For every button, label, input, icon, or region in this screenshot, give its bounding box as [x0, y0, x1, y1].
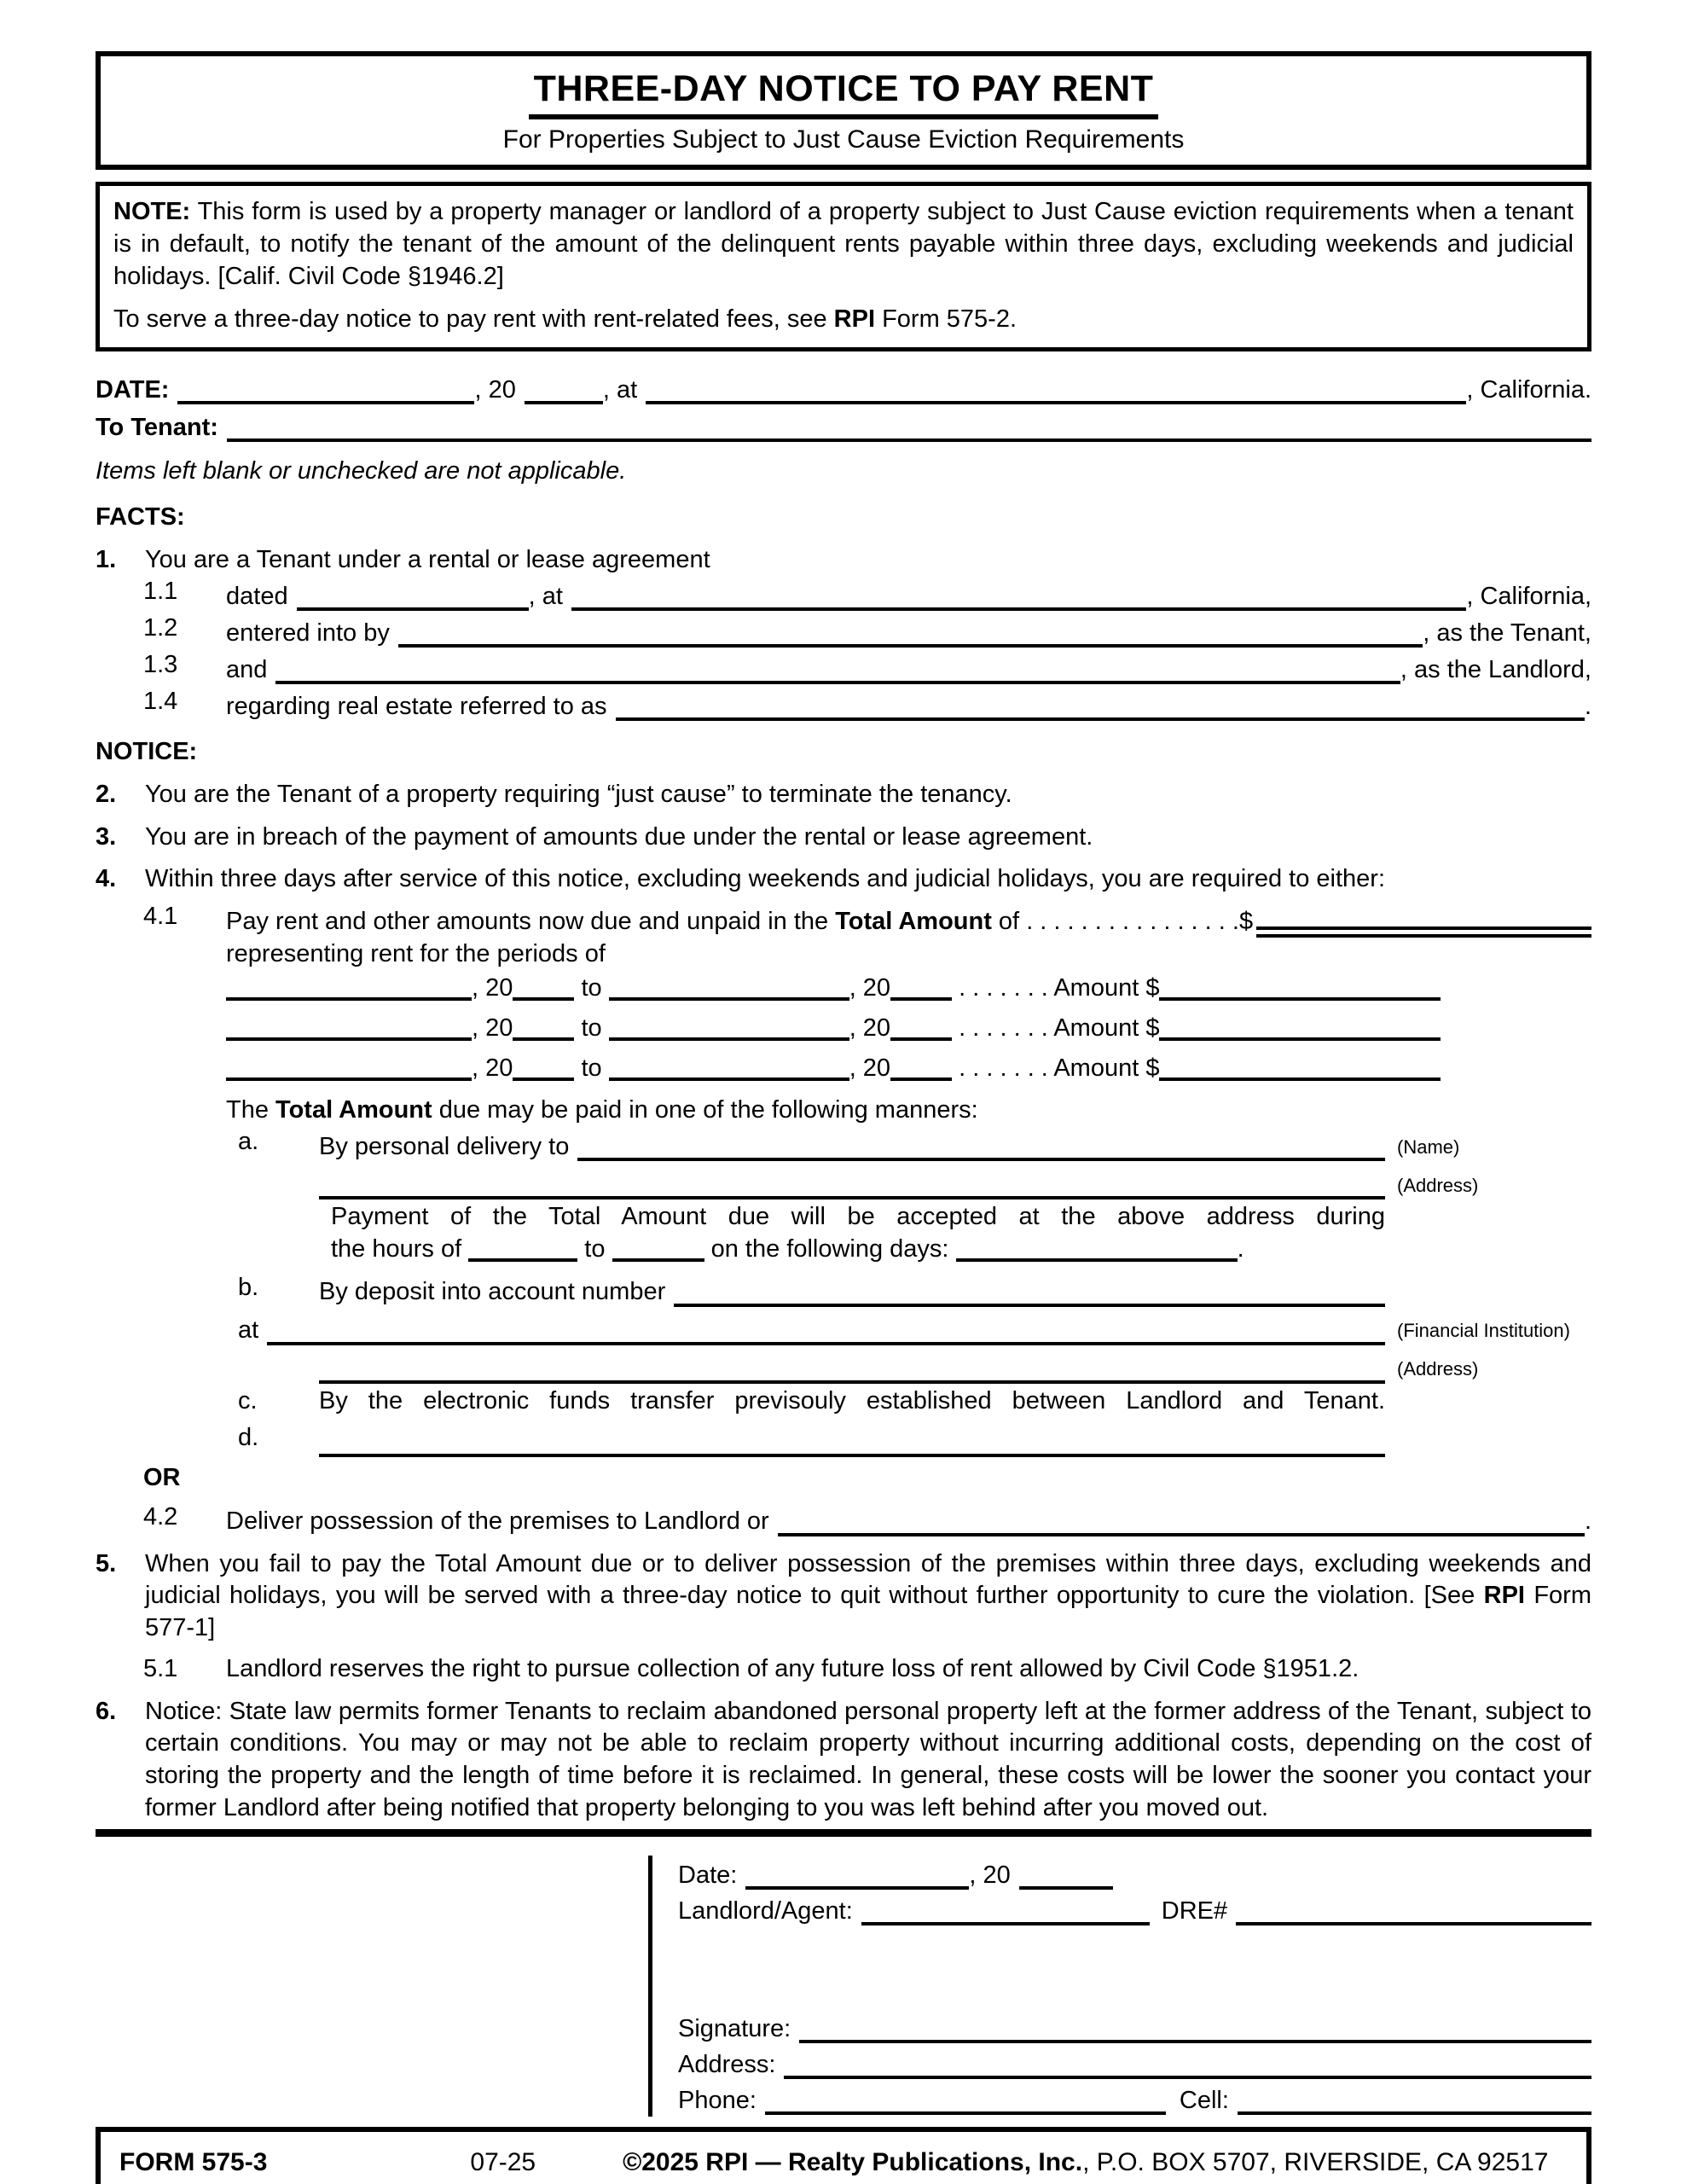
notice-item-5 [96, 1548, 1591, 1645]
other-payment-blank[interactable] [319, 1432, 1385, 1457]
periods-intro: representing rent for the periods of [226, 940, 606, 967]
suffix: , as the Tenant, [1423, 619, 1591, 647]
total-amount-label: Total Amount [835, 908, 992, 936]
dre-label: DRE# [1161, 1896, 1228, 1925]
note-serve-post: Form 575-2. [875, 305, 1017, 333]
copyright-line [623, 2146, 1548, 2179]
total-amount-line [226, 901, 1591, 938]
signature-blank[interactable] [799, 2018, 1591, 2043]
delivery-address-blank[interactable] [319, 1174, 1385, 1199]
title-box [96, 51, 1591, 170]
item-number: 4.2 [143, 1502, 178, 1531]
sentence-period: . [1584, 1507, 1591, 1536]
item-text: You are in breach of the payment of amounts due under the rental or lease agreement. [145, 822, 1093, 851]
note-serve-rpi: RPI [833, 305, 876, 333]
year-prefix: , 20 [472, 1054, 513, 1082]
item-number: 6. [96, 1697, 117, 1725]
payment-option-d [238, 1422, 1591, 1459]
date-year-prefix: , 20 [474, 375, 516, 404]
item-number: 5.1 [143, 1654, 178, 1682]
days-blank[interactable] [956, 1237, 1238, 1262]
sentence-period: . [1237, 1235, 1244, 1263]
item-number: 2. [96, 780, 117, 808]
address-line [678, 2045, 1591, 2081]
copyright-rest: , P.O. BOX 5707, RIVERSIDE, CA 92517 [1082, 2148, 1549, 2177]
period-end-blank[interactable] [609, 1056, 849, 1081]
amount-label: Amount $ [1053, 973, 1160, 1002]
rent-period-row [226, 973, 1591, 1011]
facts-heading: FACTS: [96, 502, 185, 531]
total-amount-label: Total Amount [275, 1095, 432, 1124]
item-text: Notice: State law permits former Tenants to reclaim abandoned personal property left at the former address of the Tenant, subject to certain conditions. You may or may not be able to reclaim property without incurring additional costs, depending on the cost of storing the property and the length of time before it is reclaimed. In general, these costs will be lower the sooner you contact your former Landlord after being notified that property belonging to you was left behind after you moved out. [145, 1697, 1591, 1821]
of-label: of [991, 908, 1020, 936]
address-label: Address: [678, 2050, 776, 2078]
item-number: 1.4 [143, 688, 178, 716]
fact-item-1-4 [143, 686, 1591, 723]
blank-items-instruction: Items left blank or unchecked are not applicable. [96, 457, 627, 485]
following-days-label: on the following days: [710, 1235, 949, 1263]
item-number: 1.2 [143, 614, 178, 642]
payment-option-b-address [238, 1347, 1591, 1385]
spacer [678, 1927, 1591, 2009]
period-start-year-blank[interactable] [513, 976, 574, 1001]
dot-leader: . . . . . . . [959, 1014, 1048, 1042]
fact-item-1-3 [143, 649, 1591, 686]
item-text: You are a Tenant under a rental or lease agreement [145, 545, 710, 573]
total-amount-blank[interactable] [1256, 926, 1591, 938]
item-text-pre: When you fail to pay the Total Amount due or to deliver possession of the premises within three days, excluding weekends and judicial holidays, you will be served with a three-day notice to quit without further opportunity to cure the violation. [See [145, 1549, 1591, 1610]
or-label: OR [143, 1464, 181, 1492]
address-parenthetical-label: (Address) [1397, 1174, 1479, 1196]
delivery-name-blank[interactable] [577, 1136, 1385, 1161]
note-box [96, 182, 1591, 351]
at-label: at [238, 1316, 259, 1345]
date-label: Date: [678, 1861, 738, 1889]
hours-from-blank[interactable] [468, 1237, 577, 1262]
dot-leader: . . . . . . . [959, 973, 1048, 1002]
personal-delivery-label: By personal delivery to [319, 1132, 570, 1160]
date-suffix: , California. [1466, 375, 1591, 404]
footer-box [96, 2127, 1591, 2184]
landlord-party-blank[interactable] [275, 659, 1400, 684]
notice-item-3 [96, 822, 1591, 854]
period-start-blank[interactable] [226, 1056, 472, 1081]
signature-block [648, 1856, 1591, 2117]
period-end-blank[interactable] [609, 976, 849, 1001]
notice-heading: NOTICE: [96, 738, 198, 766]
rent-period-row [226, 1053, 1591, 1091]
notice-item-4-2 [143, 1502, 1591, 1538]
note-paragraph [113, 196, 1574, 293]
payment-option-a-address [238, 1163, 1591, 1201]
electronic-transfer-text: By the electronic funds transfer previsouly established between Landlord and Tenant. [319, 1387, 1385, 1415]
hours-label: the hours of [331, 1235, 462, 1263]
payment-acceptance-text: Payment of the Total Amount due will be accepted at the above address during [331, 1203, 1385, 1231]
financial-institution-parenthetical-label: (Financial Institution) [1397, 1320, 1570, 1342]
suffix: , as the Landlord, [1400, 655, 1591, 683]
to-label: to [581, 1054, 602, 1082]
option-letter: c. [238, 1387, 258, 1415]
form-number: FORM 575-3 [119, 2148, 268, 2177]
lease-city-blank[interactable] [571, 585, 1466, 611]
entered-into-label: entered into by [226, 619, 390, 647]
signature-line [678, 2009, 1591, 2045]
amount-blank[interactable] [1159, 1056, 1441, 1081]
to-label: to [584, 1235, 606, 1263]
at-label: , at [528, 582, 563, 610]
possession-recipient-blank[interactable] [778, 1511, 1585, 1536]
manners-pre: The [226, 1095, 276, 1124]
date-label: DATE: [96, 375, 170, 404]
signature-label: Signature: [678, 2014, 791, 2042]
notice-item-2 [96, 779, 1591, 811]
period-start-year-blank[interactable] [513, 1016, 574, 1041]
note-label: NOTE: [113, 198, 191, 226]
date-city-blank[interactable] [646, 379, 1466, 404]
form-title: THREE-DAY NOTICE TO PAY RENT [529, 68, 1159, 119]
pay-rent-pre: Pay rent and other amounts now due and unpaid in the [226, 908, 836, 936]
phone-label: Phone: [678, 2086, 757, 2114]
fact-item-1 [96, 544, 1591, 577]
note-serve-pre: To serve a three-day notice to pay rent with rent-related fees, see [113, 305, 834, 333]
phone-line [678, 2081, 1591, 2117]
amount-blank[interactable] [1159, 976, 1441, 1001]
hours-line [331, 1234, 1591, 1272]
fact-item-1-2 [143, 613, 1591, 649]
notice-item-4-1 [143, 901, 1591, 1459]
item-text: You are the Tenant of a property requiring “just cause” to terminate the tenancy. [145, 780, 1012, 808]
period-end-blank[interactable] [609, 1016, 849, 1041]
option-letter: d. [238, 1424, 259, 1452]
regarding-label: regarding real estate referred to as [226, 692, 607, 720]
address-parenthetical-label: (Address) [1397, 1358, 1479, 1380]
signature-date-line [678, 1856, 1591, 1891]
tenant-label: To Tenant: [96, 413, 218, 441]
period-start-blank[interactable] [226, 1016, 472, 1041]
amount-blank[interactable] [1159, 1016, 1441, 1041]
phone-blank[interactable] [765, 2089, 1166, 2115]
dated-label: dated [226, 582, 288, 610]
spacer [238, 1347, 319, 1385]
note-body: This form is used by a property manager or landlord of a property subject to Just Cause eviction requirements when a tenant is in default, to notify the tenant of the amount of the delinquent rents payable within three days, excluding weekends and judicial holidays. [Calif. Civil Code §1946.2] [113, 198, 1574, 290]
date-year-blank[interactable] [525, 379, 603, 404]
to-label: to [581, 1014, 602, 1042]
payment-option-a [238, 1126, 1591, 1163]
rent-period-row [226, 1013, 1591, 1051]
landlord-agent-line [678, 1891, 1591, 1927]
to-label: to [581, 973, 602, 1002]
hours-to-blank[interactable] [612, 1237, 704, 1262]
form-revision: 07-25 [470, 2148, 536, 2177]
name-parenthetical-label: (Name) [1397, 1136, 1460, 1158]
amount-label: Amount $ [1053, 1014, 1160, 1042]
and-label: and [226, 655, 268, 683]
period-end-year-blank[interactable] [890, 1016, 952, 1041]
item-text-post: Form 577-1] [145, 1582, 1591, 1642]
year-prefix: , 20 [849, 973, 891, 1002]
date-line [96, 369, 1591, 406]
period-end-year-blank[interactable] [890, 1056, 952, 1081]
payment-option-b [238, 1272, 1591, 1309]
item-number: 1.3 [143, 651, 178, 679]
year-prefix: , 20 [472, 973, 513, 1002]
item-number: 4. [96, 865, 117, 893]
dot-leader: . . . . . . . . . . . . . . . . [1026, 908, 1239, 936]
year-prefix: , 20 [969, 1861, 1011, 1889]
landlord-agent-blank[interactable] [861, 1900, 1150, 1926]
signature-year-blank[interactable] [1019, 1864, 1113, 1890]
tenant-party-blank[interactable] [398, 622, 1423, 648]
institution-address-blank[interactable] [319, 1358, 1385, 1384]
real-estate-blank[interactable] [616, 695, 1585, 721]
dollar-sign: $ [1238, 908, 1254, 936]
suffix: , California, [1466, 582, 1591, 610]
lease-date-blank[interactable] [297, 585, 529, 611]
option-letter: b. [238, 1274, 259, 1302]
item-number: 3. [96, 822, 117, 851]
item-text: Landlord reserves the right to pursue collection of any future loss of rent allowed by Civil Code §1951.2. [226, 1654, 1359, 1682]
dot-leader: . . . . . . . [959, 1054, 1048, 1082]
notice-item-5-1 [143, 1653, 1591, 1686]
fact-item-1-1 [143, 576, 1591, 613]
cell-blank[interactable] [1238, 2089, 1591, 2115]
payment-option-c [238, 1385, 1591, 1422]
address-blank[interactable] [784, 2053, 1591, 2079]
year-prefix: , 20 [472, 1014, 513, 1042]
date-at: , at [602, 375, 638, 404]
period-start-blank[interactable] [226, 976, 472, 1001]
amount-label: Amount $ [1053, 1054, 1160, 1082]
section-divider-rule [96, 1829, 1591, 1837]
item-number: 1. [96, 545, 117, 573]
form-subtitle: For Properties Subject to Just Cause Eviction Requirements [502, 125, 1185, 154]
notice-item-4 [96, 863, 1591, 896]
year-prefix: , 20 [849, 1054, 891, 1082]
suffix: . [1584, 692, 1591, 720]
item-number: 4.1 [143, 903, 178, 930]
item-number: 1.1 [143, 578, 178, 606]
deposit-account-label: By deposit into account number [319, 1278, 666, 1306]
date-blank[interactable] [177, 379, 474, 404]
financial-institution-blank[interactable] [267, 1320, 1385, 1345]
copyright-bold: ©2025 RPI — Realty Publications, Inc. [623, 2148, 1083, 2177]
tenant-name-blank[interactable] [227, 416, 1591, 442]
payment-option-b-institution [238, 1309, 1591, 1347]
item-text: Within three days after service of this notice, excluding weekends and judicial holidays, you are required to either: [145, 865, 1386, 893]
dre-number-blank[interactable] [1236, 1900, 1591, 1926]
period-end-year-blank[interactable] [890, 976, 952, 1001]
signature-date-blank[interactable] [745, 1864, 969, 1890]
item-number: 5. [96, 1549, 117, 1577]
landlord-agent-label: Landlord/Agent: [678, 1896, 853, 1925]
rpi-label: RPI [1483, 1582, 1525, 1610]
cell-label: Cell: [1179, 2086, 1229, 2114]
option-letter: a. [238, 1128, 259, 1156]
manners-post: due may be paid in one of the following manners: [432, 1095, 978, 1124]
note-serve-line [113, 304, 1574, 336]
notice-item-6 [96, 1696, 1591, 1825]
deliver-possession-label: Deliver possession of the premises to Landlord or [226, 1507, 769, 1536]
year-prefix: , 20 [849, 1014, 891, 1042]
manners-line [226, 1095, 1591, 1127]
account-number-blank[interactable] [674, 1281, 1385, 1307]
period-start-year-blank[interactable] [513, 1056, 574, 1081]
spacer [238, 1163, 319, 1201]
tenant-line [96, 406, 1591, 444]
